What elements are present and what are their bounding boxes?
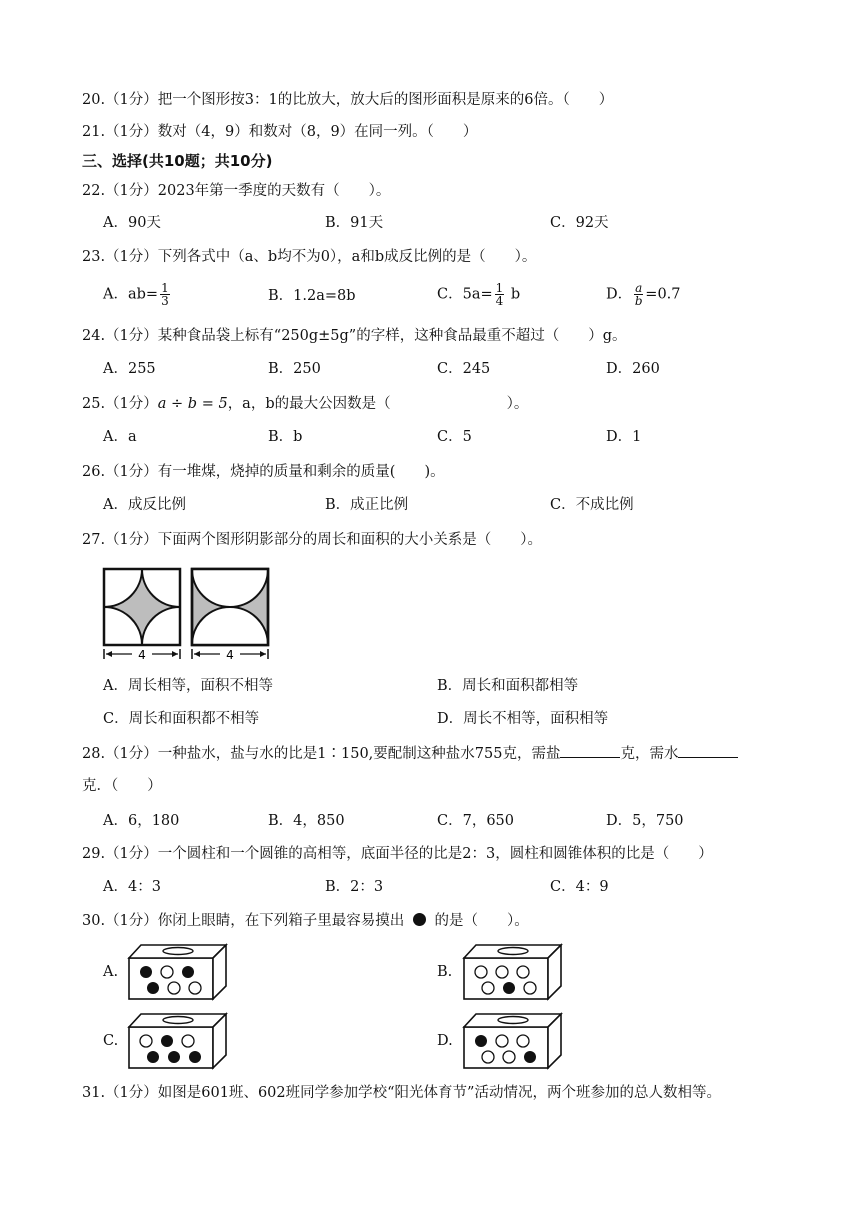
- q25-option-b[interactable]: B．b: [268, 429, 303, 445]
- q24-option-a[interactable]: A．255: [103, 361, 156, 377]
- ball-box-a[interactable]: [126, 942, 230, 1002]
- shape-figure-left: [100, 565, 184, 661]
- q29-option-a[interactable]: A．4：3: [103, 879, 161, 895]
- q30-label-b[interactable]: B.: [437, 964, 453, 980]
- question-21: 21.（1分）数对（4，9）和数对（8，9）在同一列。（ ）: [82, 124, 478, 140]
- formula: a ÷ b = 5: [157, 396, 228, 412]
- q30-label-d[interactable]: D.: [437, 1033, 453, 1049]
- q27-option-d[interactable]: D．周长不相等，面积相等: [437, 711, 609, 727]
- q28-option-a[interactable]: A．6，180: [103, 813, 180, 829]
- fraction: $\frac{1}{4}$: [495, 281, 504, 308]
- q24-option-b[interactable]: B．250: [268, 361, 321, 377]
- section-title: 三、选择(共10题；共10分): [82, 152, 273, 170]
- q25-option-c[interactable]: C．5: [437, 429, 472, 445]
- dimension-label-right: 4: [226, 648, 234, 661]
- question-31: 31.（1分）如图是601班、602班同学参加学校“阳光体育节”活动情况，两个班参加的总人数相等。: [82, 1085, 721, 1101]
- question-28-cont: 克．（ ）: [82, 778, 162, 794]
- q30-label-a[interactable]: A.: [103, 964, 119, 980]
- q26-option-b[interactable]: B．成正比例: [325, 497, 409, 513]
- question-26: 26.（1分）有一堆煤，烧掉的质量和剩余的质量( )。: [82, 464, 445, 480]
- ball-box-c[interactable]: [126, 1011, 230, 1071]
- q28-option-d[interactable]: D．5，750: [606, 813, 684, 829]
- fraction: $\frac{a}{b}$: [634, 281, 643, 308]
- question-23: 23.（1分）下列各式中（a、b均不为0），a和b成反比例的是（ ）。: [82, 249, 537, 265]
- q22-option-b[interactable]: B．91天: [325, 215, 384, 231]
- shape-figure-right: [188, 565, 272, 661]
- black-ball-icon: [413, 913, 426, 926]
- q27-option-a[interactable]: A．周长相等，面积不相等: [103, 678, 273, 694]
- q30-label-c[interactable]: C.: [103, 1033, 119, 1049]
- q24-option-d[interactable]: D．260: [606, 361, 660, 377]
- answer-blank[interactable]: [560, 743, 620, 758]
- q23-option-a[interactable]: A．ab= $\frac{1}{3}$: [103, 281, 169, 308]
- question-24: 24.（1分）某种食品袋上标有“250g±5g”的字样，这种食品最重不超过（ ）g。: [82, 328, 627, 344]
- fraction: $\frac{1}{3}$: [161, 281, 169, 308]
- q24-option-c[interactable]: C．245: [437, 361, 491, 377]
- dimension-label-left: 4: [138, 648, 146, 661]
- q29-option-c[interactable]: C．4：9: [550, 879, 609, 895]
- q27-option-c[interactable]: C．周长和面积都不相等: [103, 711, 260, 727]
- ball-box-d[interactable]: [461, 1011, 565, 1071]
- answer-blank[interactable]: [678, 743, 738, 758]
- question-30: 30.（1分）你闭上眼睛，在下列箱子里最容易摸出 的是（ ）。: [82, 913, 529, 929]
- question-25: 25.（1分）a ÷ b = 5，a，b的最大公因数是（ ）。: [82, 396, 529, 412]
- q22-option-a[interactable]: A．90天: [103, 215, 161, 231]
- q27-option-b[interactable]: B．周长和面积都相等: [437, 678, 579, 694]
- q28-option-c[interactable]: C．7，650: [437, 813, 514, 829]
- q28-option-b[interactable]: B．4，850: [268, 813, 345, 829]
- question-27: 27.（1分）下面两个图形阴影部分的周长和面积的大小关系是（ ）。: [82, 532, 543, 548]
- ball-box-b[interactable]: [461, 942, 565, 1002]
- question-20: 20.（1分）把一个图形按3：1的比放大，放大后的图形面积是原来的6倍。（ ）: [82, 92, 614, 108]
- q25-option-a[interactable]: A．a: [103, 429, 137, 445]
- question-28: 28.（1分）一种盐水，盐与水的比是1∶150,要配制这种盐水755克，需盐 克，需水: [82, 743, 738, 764]
- q26-option-a[interactable]: A．成反比例: [103, 497, 186, 513]
- q29-option-b[interactable]: B．2：3: [325, 879, 384, 895]
- q23-option-d[interactable]: D． $\frac{a}{b}$ =0.7: [606, 281, 681, 308]
- question-22: 22.（1分）2023年第一季度的天数有（ ）。: [82, 183, 391, 199]
- q22-option-c[interactable]: C．92天: [550, 215, 609, 231]
- q23-option-c[interactable]: C．5a= $\frac{1}{4}$ b: [437, 281, 521, 308]
- q23-option-b[interactable]: B．1.2a=8b: [268, 288, 356, 304]
- question-29: 29.（1分）一个圆柱和一个圆锥的高相等，底面半径的比是2：3，圆柱和圆锥体积的比是（ ）: [82, 846, 713, 862]
- q25-option-d[interactable]: D．1: [606, 429, 642, 445]
- q26-option-c[interactable]: C．不成比例: [550, 497, 634, 513]
